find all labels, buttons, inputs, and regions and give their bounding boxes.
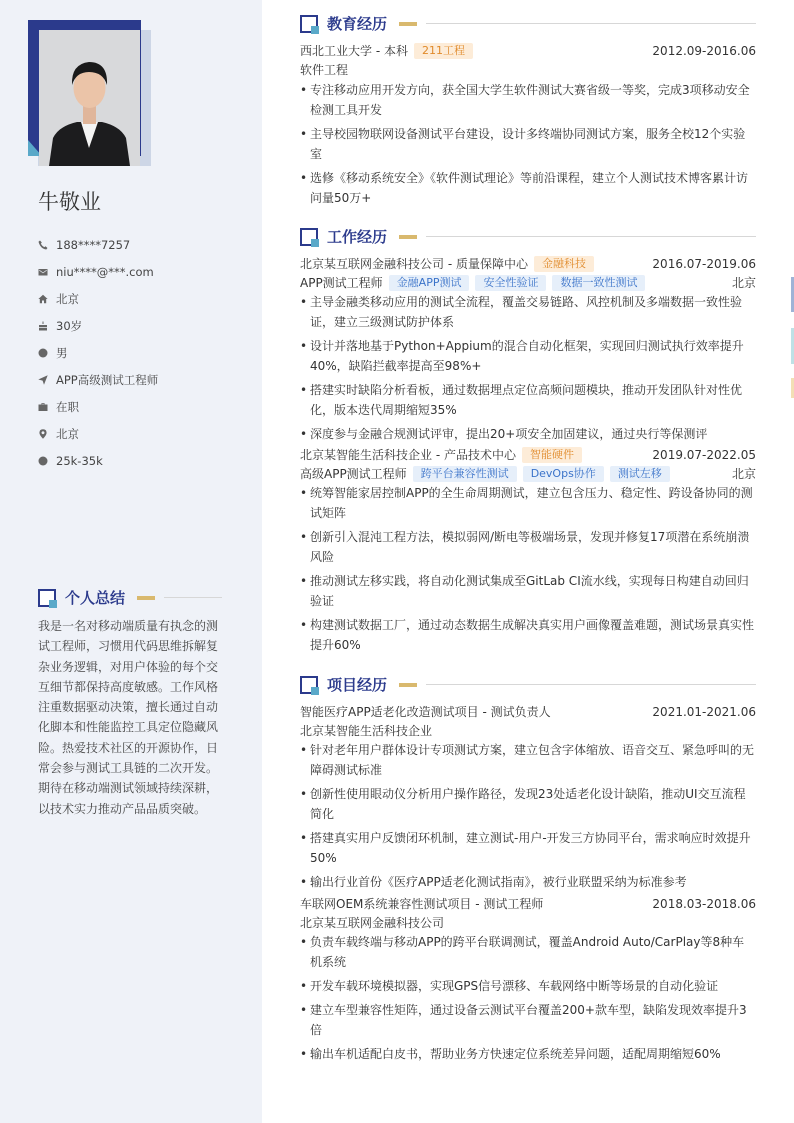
projects-title: 项目经历 <box>327 676 388 694</box>
project-bullet: • 建立车型兼容性矩阵，通过设备云测试平台覆盖200+款车型，缺陷发现效率提升3倍 <box>300 1000 756 1040</box>
project-bullet: • 开发车载环境模拟器，实现GPS信号漂移、车载网络中断等场景的自动化验证 <box>300 976 756 996</box>
projects-section-header <box>300 674 756 695</box>
summary-section-header <box>38 587 222 608</box>
work-bullet: • 搭建实时缺陷分析看板，通过数据埋点定位高频问题模块，推动开发团队针对性优化，版本迭代周期缩短35% <box>300 380 756 420</box>
phone-icon <box>38 240 48 250</box>
info-city: 北京 <box>38 285 158 312</box>
project-name: 智能医疗APP适老化改造测试项目 - 测试负责人 <box>300 705 551 719</box>
sidebar <box>0 0 262 1123</box>
summary-text: 我是一名对移动端质量有执念的测试工程师，习惯用代码思维拆解复杂业务逻辑，对用户体验的每个交互细节都保持高度敏感。工作风格注重数据驱动决策，擅长通过自动化脚本和性能监控工具定位隐藏风险。热爱技术社区的开源协作，日常会参与测试工具链的二次开发。期待在移动端测试领域持续深耕，以技术实力推动产品品质突破。 <box>38 619 219 816</box>
company-name: 北京某智能生活科技企业 - 产品技术中心 <box>300 448 516 462</box>
job-role: 高级APP测试工程师 <box>300 467 407 481</box>
photo-frame <box>28 20 152 168</box>
project-name: 车联网OEM系统兼容性测试项目 - 测试工程师 <box>300 897 544 911</box>
skill-tag: 测试左移 <box>610 466 670 482</box>
job-city: 北京 <box>731 276 756 290</box>
education-bullet: • 专注移动应用开发方向，获全国大学生软件测试大赛省级一等奖，完成3项移动安全检测工具开发 <box>300 80 756 120</box>
work-section-header <box>300 226 756 247</box>
work-bullet: • 创新引入混沌工程方法，模拟弱网/断电等极端场景，发现并修复17项潜在系统崩溃风险 <box>300 527 756 567</box>
info-location: 北京 <box>38 420 158 447</box>
school-tag: 211工程 <box>414 43 473 59</box>
project-org: 北京某互联网金融科技公司 <box>300 916 445 930</box>
project-date: 2018.03-2018.06 <box>652 896 756 911</box>
project-bullet: • 输出行业首份《医疗APP适老化测试指南》，被行业联盟采纳为标准参考 <box>300 872 756 892</box>
section-square-icon <box>38 589 56 607</box>
major: 软件工程 <box>300 63 349 77</box>
info-gender: 男 <box>38 339 158 366</box>
skill-tag: 跨平台兼容性测试 <box>413 466 517 482</box>
skill-tag: 数据一致性测试 <box>552 275 645 291</box>
send-icon <box>38 375 48 385</box>
contact-info-list <box>38 231 158 474</box>
info-age: 30岁 <box>38 312 158 339</box>
education-bullet: • 选修《移动系统安全》《软件测试理论》等前沿课程，建立个人测试技术博客累计访问量50万+ <box>300 168 756 208</box>
work-date: 2019.07-2022.05 <box>652 447 756 462</box>
info-phone: 188****7257 <box>38 231 158 258</box>
info-email: niu****@***.com <box>38 258 158 285</box>
project-entry <box>300 702 756 896</box>
education-title: 教育经历 <box>327 15 388 33</box>
location-icon <box>38 429 48 439</box>
info-status: 在职 <box>38 393 158 420</box>
section-square-icon <box>300 676 318 694</box>
summary-title: 个人总结 <box>65 589 126 607</box>
work-bullet: • 统筹智能家居控制APP的全生命周期测试，建立包含压力、稳定性、跨设备协同的测试矩阵 <box>300 483 756 523</box>
work-bullet: • 推动测试左移实践，将自动化测试集成至GitLab CI流水线，实现每日构建自动回归验证 <box>300 571 756 611</box>
person-name: 牛敬业 <box>38 190 101 214</box>
work-bullet: • 设计并落地基于Python+Appium的混合自动化框架，实现回归测试执行效率提升40%，缺陷拦截率提高至98%+ <box>300 336 756 376</box>
info-position: APP高级测试工程师 <box>38 366 158 393</box>
section-square-icon <box>300 228 318 246</box>
education-date: 2012.09-2016.06 <box>652 43 756 58</box>
project-date: 2021.01-2021.06 <box>652 704 756 719</box>
company-name: 北京某互联网金融科技公司 - 质量保障中心 <box>300 257 528 271</box>
project-bullet: • 搭建真实用户反馈闭环机制，建立测试-用户-开发三方协同平台，需求响应时效提升50% <box>300 828 756 868</box>
work-bullet: • 深度参与金融合规测试评审，提出20+项安全加固建议，通过央行等保测评 <box>300 424 756 444</box>
money-icon <box>38 456 48 466</box>
section-square-icon <box>300 15 318 33</box>
skill-tag: DevOps协作 <box>523 466 604 482</box>
industry-tag: 金融科技 <box>534 256 594 272</box>
work-title: 工作经历 <box>327 228 388 246</box>
project-org: 北京某智能生活科技企业 <box>300 724 433 738</box>
work-bullet: • 主导金融类移动应用的测试全流程，覆盖交易链路、风控机制及多端数据一致性验证，建立三级测试防护体系 <box>300 292 756 332</box>
gender-icon <box>38 348 48 358</box>
work-entry <box>300 445 756 659</box>
project-bullet: • 创新性使用眼动仪分析用户操作路径，发现23处适老化设计缺陷，推动UI交互流程简化 <box>300 784 756 824</box>
project-bullet: • 输出车机适配白皮书，帮助业务方快速定位系统差异问题，适配周期缩短60% <box>300 1044 756 1064</box>
home-icon <box>38 294 48 304</box>
work-bullet: • 构建测试数据工厂，通过动态数据生成解决真实用户画像覆盖难题，测试场景真实性提升60% <box>300 615 756 655</box>
briefcase-icon <box>38 402 48 412</box>
school-name: 西北工业大学 - 本科 <box>300 44 408 58</box>
project-bullet: • 负责车载终端与移动APP的跨平台联调测试，覆盖Android Auto/CarPlay等8种车机系统 <box>300 932 756 972</box>
avatar <box>39 30 140 166</box>
education-bullet: • 主导校园物联网设备测试平台建设，设计多终端协同测试方案，服务全校12个实验室 <box>300 124 756 164</box>
job-role: APP测试工程师 <box>300 276 383 290</box>
mail-icon <box>38 267 48 277</box>
education-entry <box>300 41 756 212</box>
info-salary: 25k-35k <box>38 447 158 474</box>
cake-icon <box>38 321 48 331</box>
job-city: 北京 <box>731 467 756 481</box>
education-section-header <box>300 13 756 34</box>
work-date: 2016.07-2019.06 <box>652 256 756 271</box>
skill-tag: 安全性验证 <box>475 275 546 291</box>
industry-tag: 智能硬件 <box>522 447 582 463</box>
project-entry <box>300 894 756 1068</box>
work-entry <box>300 254 756 448</box>
project-bullet: • 针对老年用户群体设计专项测试方案，建立包含字体缩放、语音交互、紧急呼叫的无障碍测试标准 <box>300 740 756 780</box>
skill-tag: 金融APP测试 <box>389 275 470 291</box>
